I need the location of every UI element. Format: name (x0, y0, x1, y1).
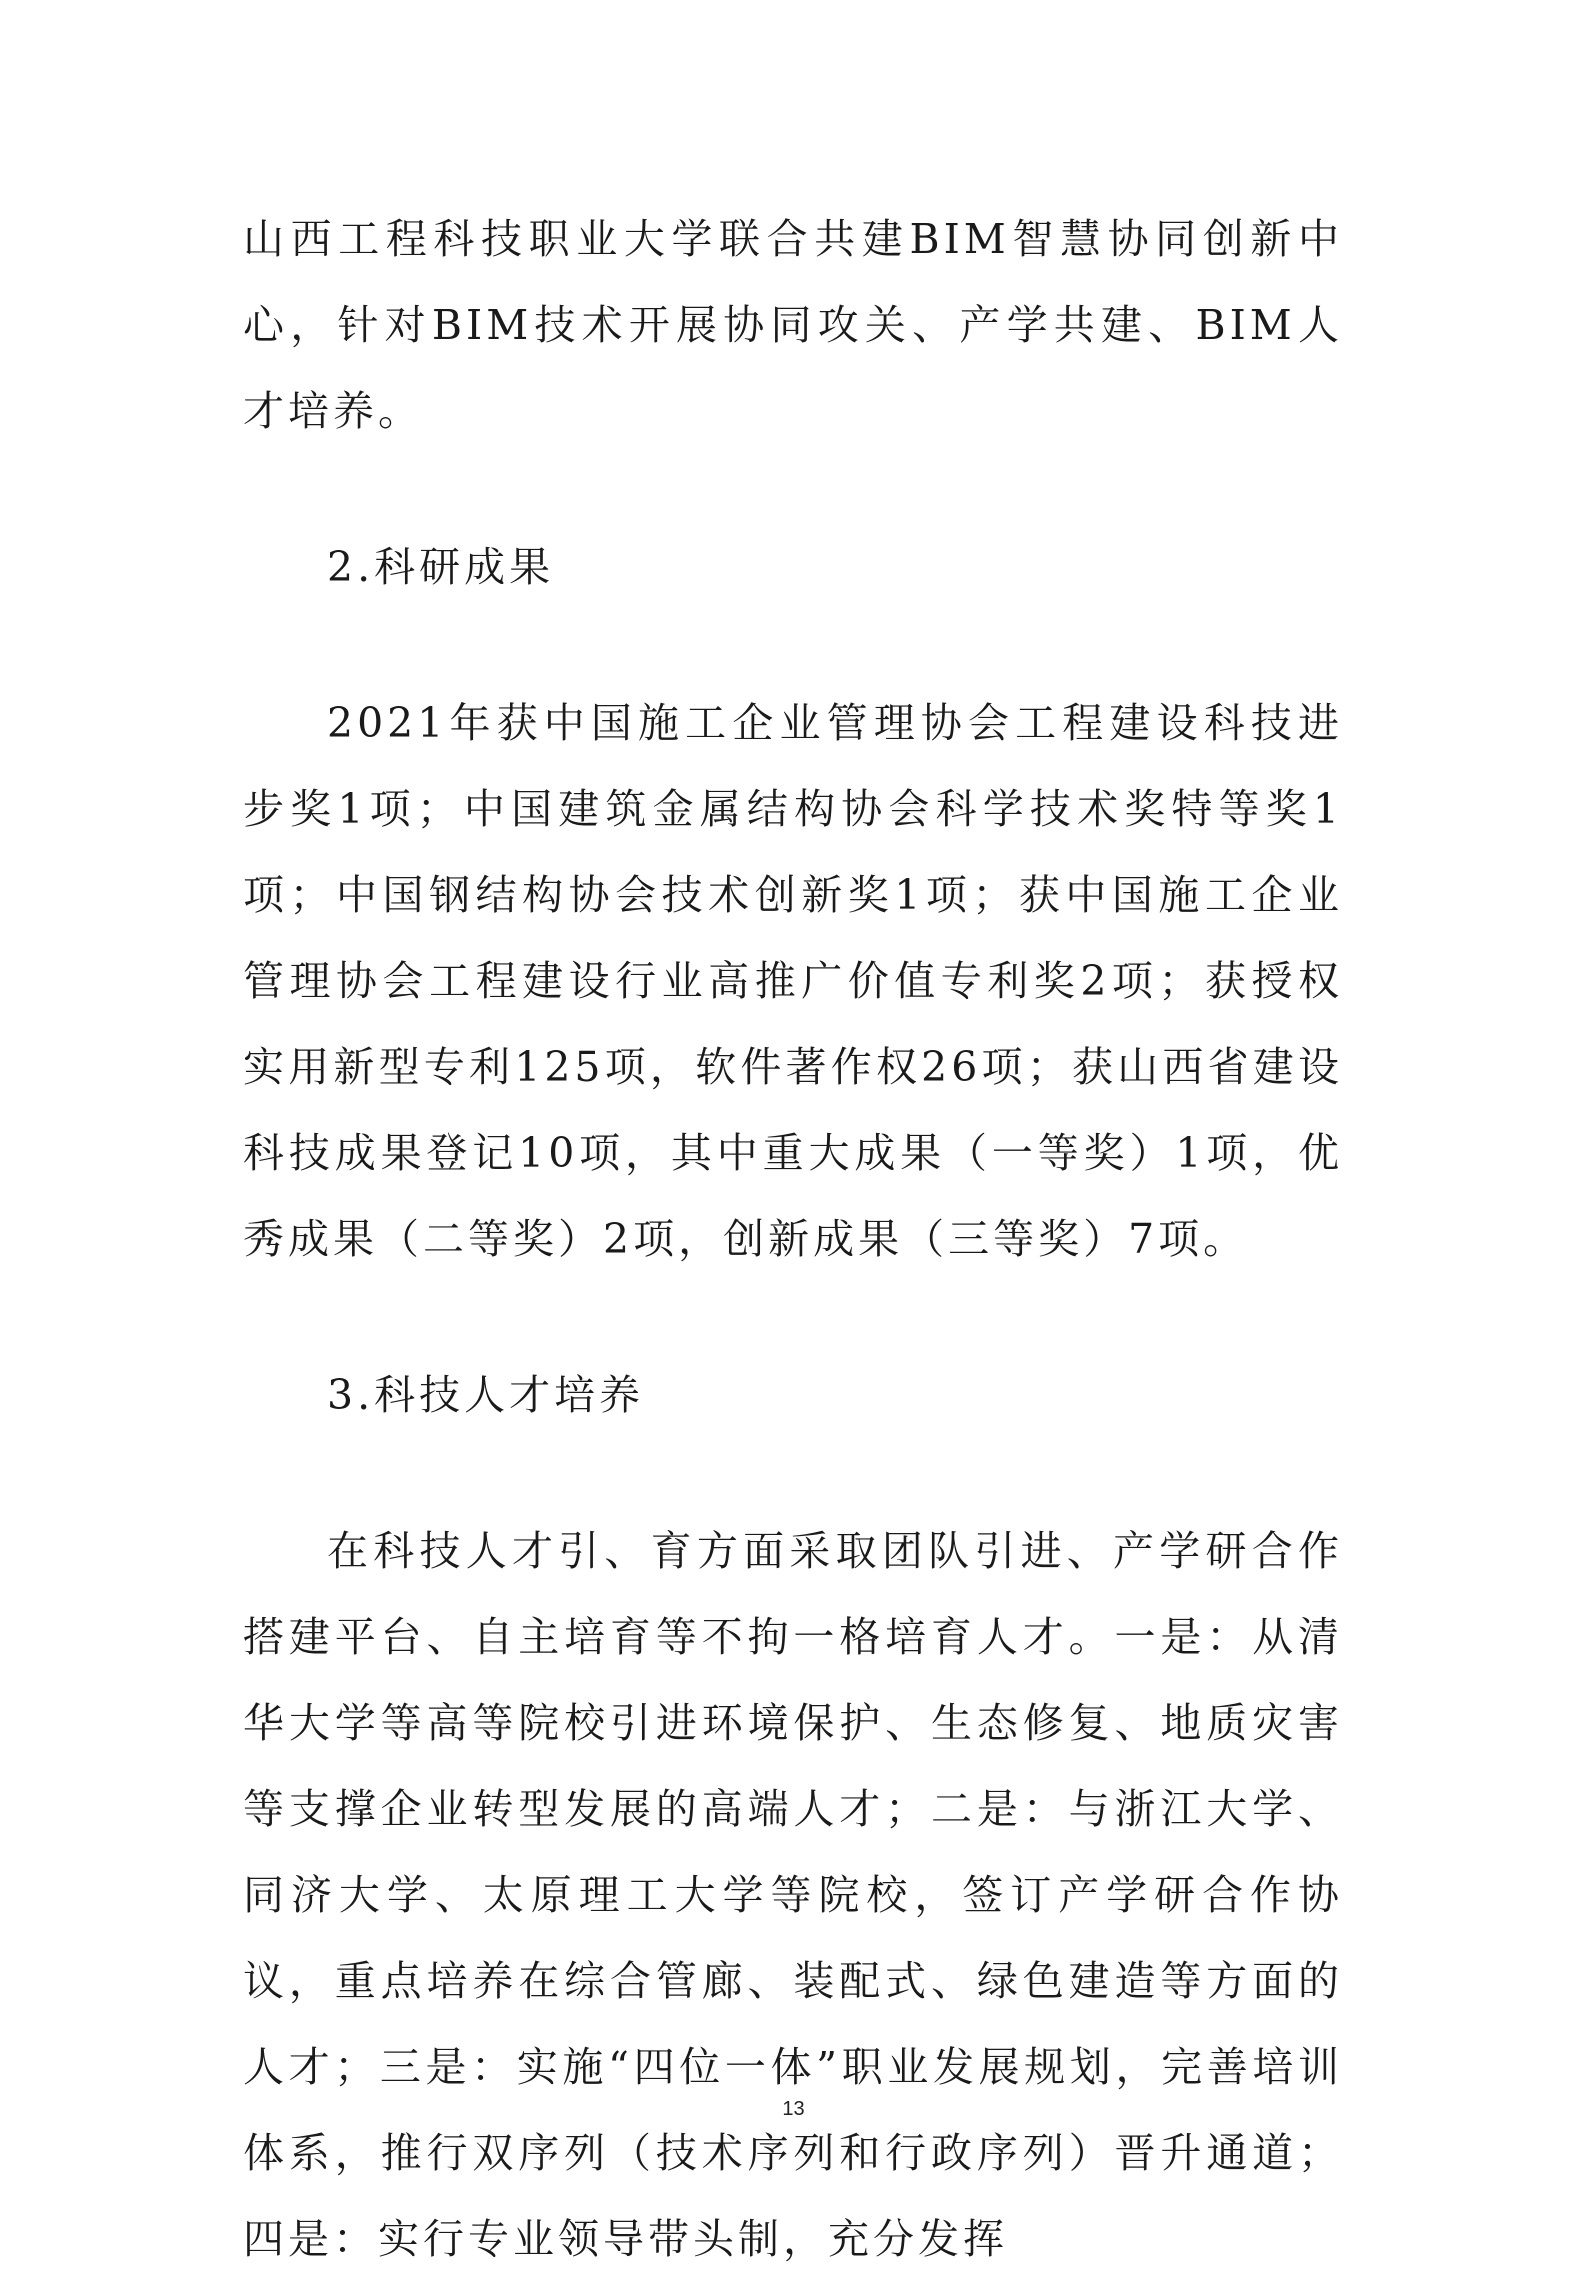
paragraph-talent-cultivation: 在科技人才引、育方面采取团队引进、产学研合作搭建平台、自主培育等不拘一格培育人才。一是：从清华大学等高等院校引进环境保护、生态修复、地质灾害等支撑企业转型发展的高端人才；二是：与浙江大学、同济大学、太原理工大学等院校，签订产学研合作协议，重点培养在综合管廊、装配式、绿色建造等方面的人才；三是：实施“四位一体”职业发展规划，完善培训体系，推行双序列（技术序列和行政序列）晋升通道；四是：实行专业领导带头制，充分发挥 (243, 1527, 1343, 2263)
section-heading-talent-cultivation: 3.科技人才培养 (327, 1371, 645, 1419)
paragraph-bim-center: 山西工程科技职业大学联合共建BIM智慧协同创新中心，针对BIM技术开展协同攻关、产学共建、BIM人才培养。 (243, 215, 1343, 435)
section-heading-research-results: 2.科研成果 (327, 543, 555, 591)
document-body (243, 196, 1343, 2282)
paragraph-research-results: 2021年获中国施工企业管理协会工程建设科技进步奖1项；中国建筑金属结构协会科学技术奖特等奖1项；中国钢结构协会技术创新奖1项；获中国施工企业管理协会工程建设行业高推广价值专利奖2项；获授权实用新型专利125项，软件著作权26项；获山西省建设科技成果登记10项，其中重大成果（一等奖）1项，优秀成果（二等奖）2项，创新成果（三等奖）7项。 (243, 699, 1343, 1263)
page-number: 13 (782, 2098, 805, 2120)
